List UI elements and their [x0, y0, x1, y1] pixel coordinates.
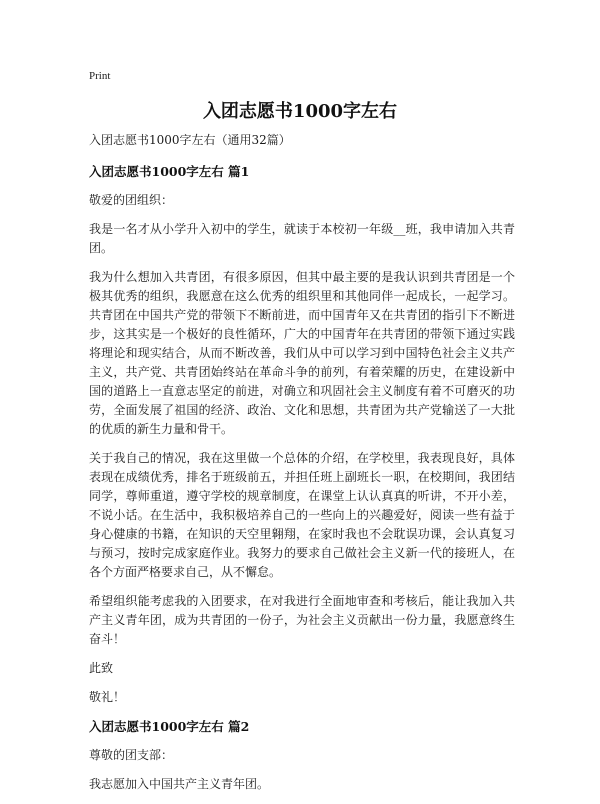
paragraph: 希望组织能考虑我的入团要求，在对我进行全面地审查和考核后，能让我加入共产主义青年团，成为共青团的一份子，为社会主义贡献出一份力量，我愿意终生奋斗！: [89, 594, 515, 646]
paragraph: 关于我自己的情况，我在这里做一个总体的介绍，在学校里，我表现良好，具体表现在成绩优秀，排名于班级前五，并担任班上副班长一职，在校期间，我团结同学，尊师重道，遵守学校的规章制度，在课堂上认认真真的听讲，不开小差，不说小话。在生活中，我积极培养自己的一些向上的兴趣爱好，阅读一些有益于身心健康的书籍，在知识的天空里翱翔，在家时我也不会耽误功课，会认真复习与预习，按时完成家庭作业。我努力的要求自己做社会主义新一代的接班人，在各个方面严格要求自己，从不懈怠。: [89, 451, 515, 579]
document-subtitle: 入团志愿书1000字左右（通用32篇）: [89, 133, 291, 147]
page-title: 入团志愿书1000字左右: [202, 101, 398, 122]
paragraph: 我为什么想加入共青团，有很多原因，但其中最主要的是我认识到共青团是一个极其优秀的组织，我愿意在这么优秀的组织里和其他同伴一起成长，一起学习。共青团在中国共产党的带领下不断前进，而中国青年又在共青团的指引下不断进步，这其实是一个极好的良性循环，广大的中国青年在共青团的带领下通过实践将理论和现实结合，从而不断改善，我们从中可以学习到中国特色社会主义共产主义，共产党、共青团始终站在革命斗争的前列，有着荣耀的历史，在建设新中国的道路上一直意志坚定的前进，对确立和巩固社会主义制度有着不可磨灭的功劳，全面发展了祖国的经济、政治、文化和思想，共青团为共产党输送了一大批的优质的新生力量和骨干。: [89, 270, 515, 436]
closing-line: 敬礼！: [89, 690, 126, 704]
paragraph: 我志愿加入中国共产主义青年团。: [89, 777, 270, 791]
paragraph: 我是一名才从小学升入初中的学生，就读于本校初一年级__班，我申请加入共青团。: [89, 222, 515, 255]
closing-line: 此致: [89, 661, 114, 675]
print-label: Print: [89, 70, 111, 82]
section-heading-2: 入团志愿书1000字左右 篇2: [89, 719, 250, 734]
greeting-2: 尊敬的团支部：: [89, 748, 174, 762]
section-heading-1: 入团志愿书1000字左右 篇1: [89, 164, 250, 179]
greeting-1: 敬爱的团组织：: [89, 193, 174, 207]
document-body: [89, 131, 515, 804]
